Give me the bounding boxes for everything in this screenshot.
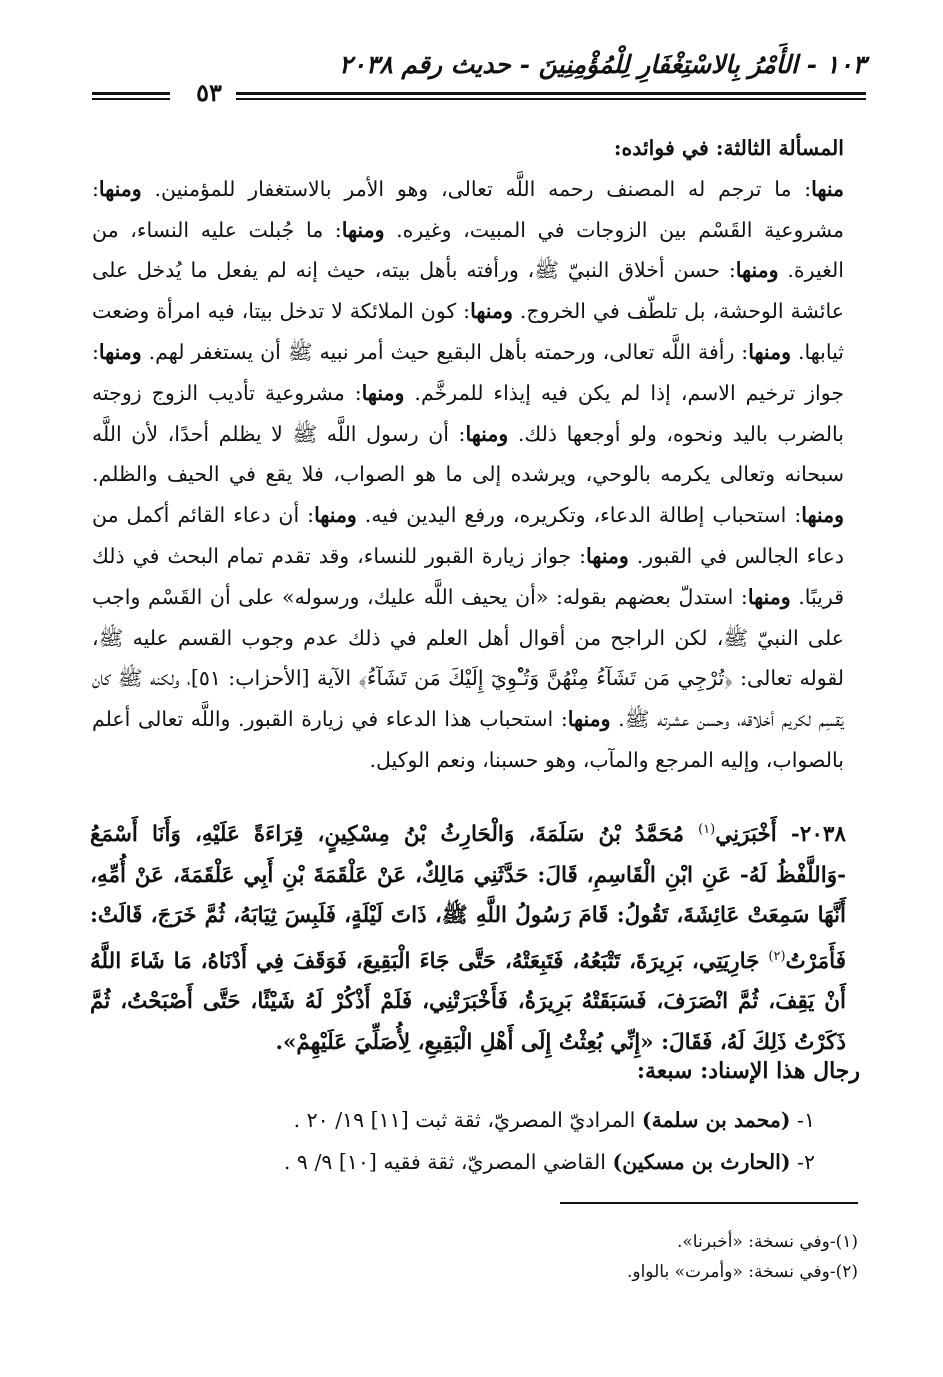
- footnote-separator: [560, 1202, 858, 1204]
- benefit-label: ومنها: [801, 503, 844, 528]
- benefit-text: : حسن أخلاق النبيّ ﷺ، ورأفته بأهل بيته، حيث إنه لم يفعل ما يُدخل على عائشة الوحشة، بل تلطّف في الخروج.: [92, 258, 844, 324]
- benefit-text: : كون الملائكة لا تدخل بيتا، فيه امرأة وضعت ثيابها.: [92, 299, 844, 364]
- narrator-entry: [240, 1150, 815, 1174]
- benefit-text: : مشروعية القَسْم بين الزوجات في المبيت، وغيره.: [92, 176, 844, 242]
- benefit-text: : مشروعية تأديب الزوج زوجته بالضرب باليد ونحوه، ولو أوجعها ذلك.: [92, 380, 844, 446]
- benefit-label: ومنها: [314, 503, 357, 528]
- header-rule-left-thin: [92, 98, 170, 100]
- hadith-body: مُحَمَّدُ بْنُ سَلَمَةَ، وَالْحَارِثُ بْنُ مِسْكِينٍ، قِرَاءَةً عَلَيْهِ، وَأَنَا أَسْمَعُ -وَاللَّفْظُ لَهُ- عَنِ ابْنِ الْقَاسِمِ، قَالَ: حَدَّثَنِي مَالِكٌ، عَنْ عَلْقَمَةَ بْنِ أَبِي عَلْقَمَةَ، عَنْ أُمِّهِ، أَنَّهَا سَمِعَتْ عَائِشَةَ، تَقُولُ: قَامَ رَسُولُ اللَّهِ ﷺ، ذَاتَ لَيْلَةٍ، فَلَبِسَ ثِيَابَهُ، ثُمَّ خَرَجَ، قَالَتْ: فَأَمَرْتُ: [90, 822, 846, 974]
- hadith-number: ٢٠٣٨-: [790, 822, 846, 848]
- narrators-heading: رجال هذا الإسناد: سبعة:: [636, 1058, 860, 1084]
- benefit-label: ومنها: [567, 707, 611, 732]
- benefit-label: ومنها: [586, 543, 629, 568]
- footnote-ref: (١): [698, 822, 716, 837]
- benefit-text: : أن دعاء القائم أكمل من دعاء الجالس في القبور.: [92, 503, 844, 568]
- narrator-name: (محمد بن سلمة): [641, 1108, 791, 1132]
- benefit-text: : استحباب إطالة الدعاء، وتكريره، ورفع اليدين فيه.: [364, 503, 802, 528]
- benefit-label: ومنها: [465, 421, 509, 446]
- footnote: (٢)-وفي نسخة: «وأمرت» بالواو.: [626, 1262, 858, 1282]
- narrator-index: ٢-: [797, 1150, 815, 1174]
- running-header-title: ١٠٣ - الأَمْرُ بِالاسْتِغْفَارِ لِلْمُؤْمِنِينَ - حديث رقم ٢٠٣٨: [339, 50, 866, 79]
- benefit-label: ومنها: [735, 258, 779, 283]
- benefit-label: منها: [811, 176, 844, 201]
- header-rule-right-thin: [236, 98, 866, 100]
- benefit-label: ومنها: [98, 339, 142, 364]
- narrator-name: (الحارث بن مسكين): [612, 1150, 791, 1174]
- hadith-body: جَارِيَتِي، بَرِيرَةَ، تَتْبَعُهُ، فَتَبِعَتْهُ، حَتَّى جَاءَ الْبَقِيعَ، فَوَقَفَ فِي أَدْنَاهُ، مَا شَاءَ اللَّهُ أَنْ يَقِفَ، ثُمَّ انْصَرَفَ، فَسَبَقَتْهُ بَرِيرَةُ، فَأَخْبَرَتْنِي، فَلَمْ أَذْكُرْ لَهُ شَيْئًا، حَتَّى أَصْبَحْتُ، ثُمَّ ذَكَرْتُ ذَلِكَ لَهُ، فَقَالَ: «إِنِّي بُعِثْتُ إِلَى أَهْلِ الْبَقِيعِ، لِأُصَلِّيَ عَلَيْهِمْ».: [90, 948, 846, 1055]
- page-number: ٥٣: [196, 78, 222, 107]
- benefit-text: : رأفة اللَّه تعالى، ورحمته بأهل البقيع حيث أمر نبيه ﷺ أن يستغفر لهم.: [148, 339, 749, 364]
- benefit-label: ومنها: [748, 339, 791, 364]
- benefit-label: ومنها: [98, 176, 142, 201]
- header-rule-right: [236, 92, 866, 95]
- benefit-text: : جواز ترخيم الاسم، إذا لم يكن فيه إيذاء للمرخَّم.: [92, 339, 844, 405]
- benefit-label: ومنها: [341, 217, 385, 242]
- header-rule-left: [92, 92, 170, 95]
- benefit-label: ومنها: [470, 299, 513, 324]
- benefits-paragraph: [92, 169, 844, 781]
- footnote-ref: (٢): [768, 948, 786, 964]
- benefit-text: : ما جُبلت عليه النساء، من الغيرة.: [92, 217, 844, 283]
- hadith-text: [90, 810, 846, 1063]
- narrator-details: المراديّ المصريّ، ثقة ثبت [١١] ١٩/ ٢٠ .: [293, 1108, 636, 1132]
- benefit-label: ومنها: [747, 584, 791, 609]
- narrator-details: القاضي المصريّ، ثقة فقيه [١٠] ٩/ ٩ .: [283, 1150, 606, 1174]
- narrator-entry: [240, 1108, 815, 1132]
- benefit-text: : استحباب هذا الدعاء في زيارة القبور. واللَّه تعالى أعلم بالصواب، وإليه المرجع والمآب، وهو حسبنا، ونعم الوكيل.: [92, 707, 844, 772]
- benefit-text: : جواز زيارة القبور للنساء، وقد تقدم تمام البحث في ذلك قريبًا.: [92, 543, 844, 609]
- benefit-text: : استدلّ بعضهم بقوله: «أن يحيف اللَّه عليك، ورسوله» على أن القَسْم واجب على النبيّ ﷺ، لكن الراجح من أقوال أهل العلم في ذلك عدم وجوب القسم عليه ﷺ، لقوله تعالى: ﴿تُرْجِي مَن تَشَآءُ مِنْهُنَّ وَتُـْٔوِيٓ إِلَيْكَ مَن تَشَآءُ﴾ الآية [الأحزاب: ٥١]، ولكنه ﷺ كان يَقسِم لكريم أخلاقه، وحسن عشرته ﷺ.: [92, 584, 844, 732]
- hadith-opening: أَخْبَرَنِي: [715, 822, 777, 848]
- footnote: (١)-وفي نسخة: «أخبرنا».: [676, 1232, 858, 1252]
- section-heading: المسألة الثالثة: في فوائده:: [613, 136, 844, 160]
- benefit-text: : أن رسول اللَّه ﷺ لا يظلم أحدًا، لأن اللَّه سبحانه وتعالى يكرمه بالوحي، ويرشده إلى ما هو الصواب، فلا يقع في الحيف والظلم.: [92, 421, 844, 487]
- benefits-section: [92, 128, 844, 781]
- narrator-index: ١-: [797, 1108, 815, 1132]
- benefit-label: ومنها: [361, 380, 405, 405]
- benefit-text: : ما ترجم له المصنف رحمه اللَّه تعالى، وهو الأمر بالاستغفار للمؤمنين.: [154, 176, 812, 201]
